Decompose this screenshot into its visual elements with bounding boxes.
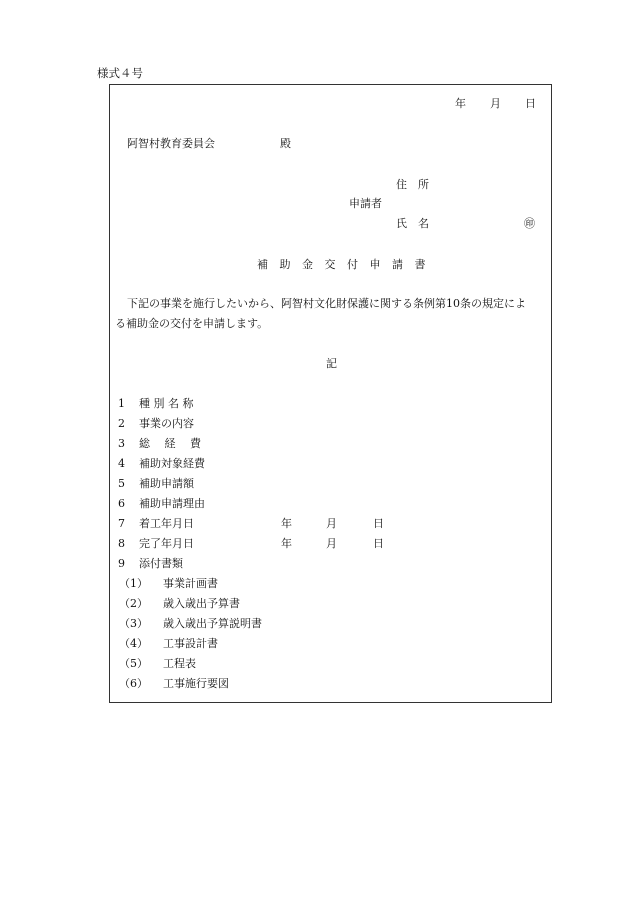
body-text-line-1: 下記の事業を施行したいから、阿智村文化財保護に関する条例第10条の規定によ	[127, 297, 526, 310]
item-7-number: 7	[118, 517, 125, 530]
attachment-1-label: 事業計画書	[163, 577, 218, 590]
item-8-year-label: 年	[281, 537, 292, 550]
item-9-number: 9	[118, 557, 125, 570]
item-7-year-label: 年	[281, 517, 292, 530]
body-text-line-2: る補助金の交付を申請します。	[115, 317, 269, 330]
date-day-label: 日	[525, 97, 536, 110]
item-1-label: 種 別 名 称	[139, 397, 194, 410]
item-8-number: 8	[118, 537, 125, 550]
item-6-label: 補助申請理由	[139, 497, 205, 510]
item-4-label: 補助対象経費	[139, 457, 205, 470]
form-number: 様式４号	[97, 66, 143, 80]
application-form-box	[109, 84, 552, 703]
attachment-6-label: 工事施行要図	[163, 677, 229, 690]
attachment-5-number: （5）	[119, 657, 148, 670]
item-8-day-label: 日	[373, 537, 384, 550]
addressee-honorific: 殿	[280, 137, 291, 150]
item-4-number: 4	[118, 457, 125, 470]
seal-mark: ㊞	[524, 217, 535, 230]
attachment-6-number: （6）	[119, 677, 148, 690]
item-6-number: 6	[118, 497, 125, 510]
item-7-day-label: 日	[373, 517, 384, 530]
item-3-label: 総 経 費	[139, 437, 201, 450]
item-1-number: 1	[118, 397, 125, 410]
item-8-month-label: 月	[326, 537, 337, 550]
attachment-2-label: 歳入歳出予算書	[163, 597, 240, 610]
date-year-label: 年	[455, 97, 466, 110]
attachment-4-number: （4）	[119, 637, 148, 650]
attachment-3-label: 歳入歳出予算説明書	[163, 617, 262, 630]
name-label: 氏 名	[396, 217, 429, 230]
item-9-label: 添付書類	[139, 557, 183, 570]
attachment-3-number: （3）	[119, 617, 148, 630]
item-2-number: 2	[118, 417, 125, 430]
ki-heading: 記	[326, 357, 337, 370]
applicant-role-label: 申請者	[349, 197, 382, 210]
item-5-number: 5	[118, 477, 125, 490]
attachment-4-label: 工事設計書	[163, 637, 218, 650]
item-8-label: 完了年月日	[139, 537, 194, 550]
attachment-1-number: （1）	[119, 577, 148, 590]
document-title: 補 助 金 交 付 申 請 書	[257, 258, 430, 271]
item-5-label: 補助申請額	[139, 477, 194, 490]
item-2-label: 事業の内容	[139, 417, 194, 430]
item-7-label: 着工年月日	[139, 517, 194, 530]
attachment-5-label: 工程表	[163, 657, 196, 670]
item-3-number: 3	[118, 437, 125, 450]
addressee-name: 阿智村教育委員会	[127, 137, 215, 150]
address-label: 住 所	[396, 178, 429, 191]
attachment-2-number: （2）	[119, 597, 148, 610]
item-7-month-label: 月	[326, 517, 337, 530]
date-month-label: 月	[490, 97, 501, 110]
